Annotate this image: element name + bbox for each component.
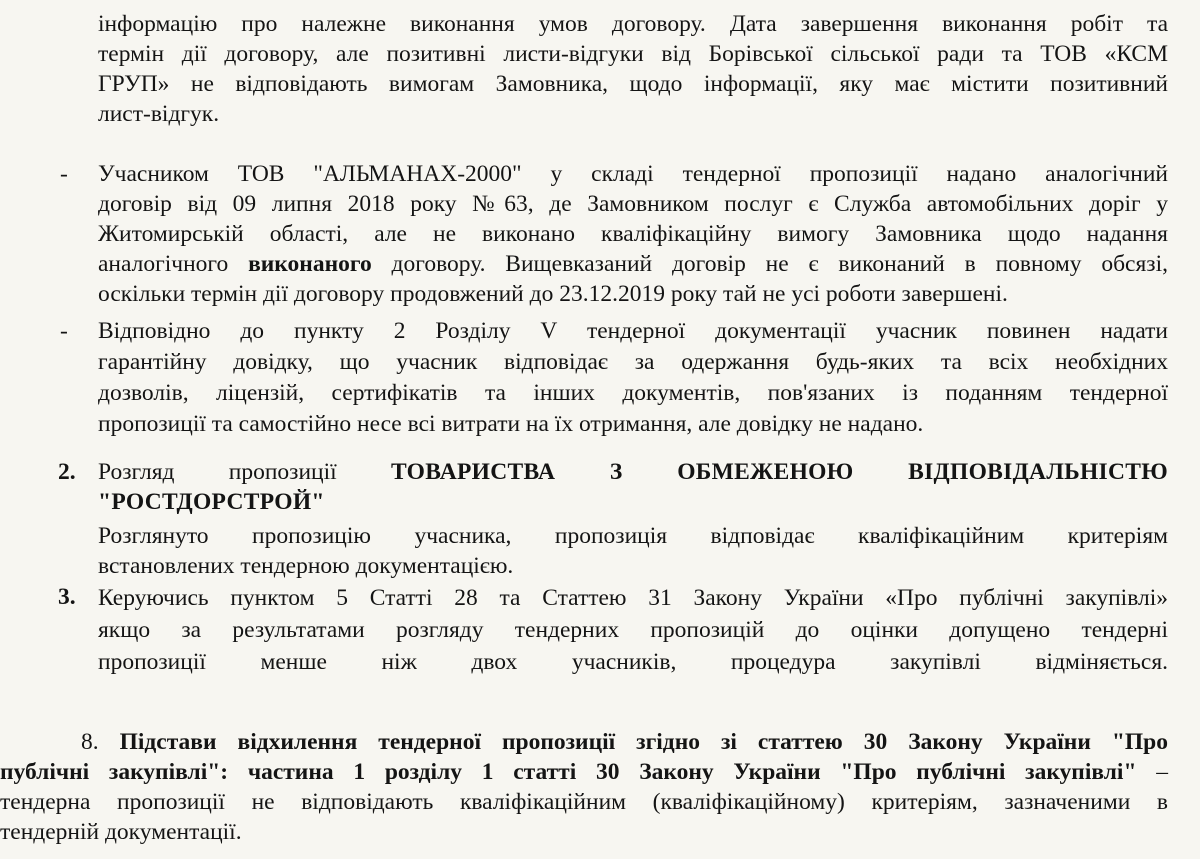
text-line [98,487,1168,517]
text-line: гарантійну довідку, що учасник відповідає за одержання будь-яких та всіх необхідних [98,349,1168,375]
bold-text-run: виконаного [248,251,372,277]
text-line: встановлених тендерною документацією. [98,553,514,579]
text-run: Розгляд пропозиції [98,459,391,485]
text-line: оскільки термін дії договору продовжений до 23.12.2019 року тай не усі роботи завершені. [98,281,1008,307]
list-dash: - [60,161,68,187]
text-line: пропозиції та самостійно несе всі витрати на їх отримання, але довідку не надано. [98,411,924,437]
company-name: ТОВАРИСТВА З ОБМЕЖЕНОЮ ВІДПОВІДАЛЬНІСТЮ [391,459,1168,485]
text-line: тендерній документації. [0,819,242,845]
text-line: термін дії договору, але позитивні листи-відгуки від Борівської сільської ради та ТОВ «КСМ [98,41,1168,67]
text-line: ГРУП» не відповідають вимогам Замовника, щодо інформації, яку має містити позитивний [98,71,1168,97]
text-run: аналогічного [98,251,249,277]
text-line: договір від 09 липня 2018 року №63, де Замовником послуг є Служба автомобільних доріг у [98,191,1168,217]
text-line [0,757,1168,787]
text-run: договору. Вищевказаний договір не є виконаний в повному обсязі, [371,251,1168,277]
text-line: дозволів, ліцензій, сертифікатів та інших документів, пов'язаних із поданням тендерної [98,380,1168,406]
text-line: Учасником ТОВ "АЛЬМАНАХ-2000" у складі тендерної пропозиції надано аналогічний [98,161,1168,187]
section-8 [0,727,1168,847]
numbered-item-text [98,582,1168,678]
bold-text-run: Підстави відхилення тендерної пропозиції згідно зі статтею 30 Закону України "Про [119,729,1168,755]
dash-item-text [98,316,1168,440]
text-line [0,727,1168,757]
text-line: пропозиції менше ніж двох учасників, процедура закупівлі відміняється. [98,649,1168,675]
text-line: Керуючись пунктом 5 Статті 28 та Статтею 31 Закону України «Про публічні закупівлі» [98,585,1168,611]
text-line: Відповідно до пункту 2 Розділу V тендерної документації учасник повинен надати [98,318,1168,344]
text-line [98,249,1168,279]
text-line [98,457,1168,487]
company-name: "РОСТДОРСТРОЙ" [98,489,325,515]
bold-text-run: публічні закупівлі": частина 1 розділу 1 статті 30 Закону України "Про публічні закупівлі" [0,759,1137,785]
text-line: лист-відгук. [98,101,220,127]
item-number: 3. [58,584,76,610]
list-dash: - [60,318,68,344]
text-line: Розглянуто пропозицію учасника, пропозиція відповідає кваліфікаційним критеріям [98,523,1168,549]
text-run: – [1136,759,1168,785]
text-line: Житомирській області, але не виконано кваліфікаційну вимогу Замовника щодо надання [98,221,1168,247]
dash-item-text [98,159,1168,309]
top-paragraph [98,9,1168,129]
text-line: інформацію про належне виконання умов договору. Дата завершення виконання робіт та [98,11,1168,37]
numbered-item-text [98,457,1168,581]
item-number: 2. [58,459,76,485]
section-number: 8. [81,729,99,755]
text-line: тендерна пропозиції не відповідають кваліфікаційним (кваліфікаційному) критеріям, зазначеними в [0,789,1168,815]
text-line: якщо за результатами розгляду тендерних пропозицій до оцінки допущено тендерні [98,617,1168,643]
